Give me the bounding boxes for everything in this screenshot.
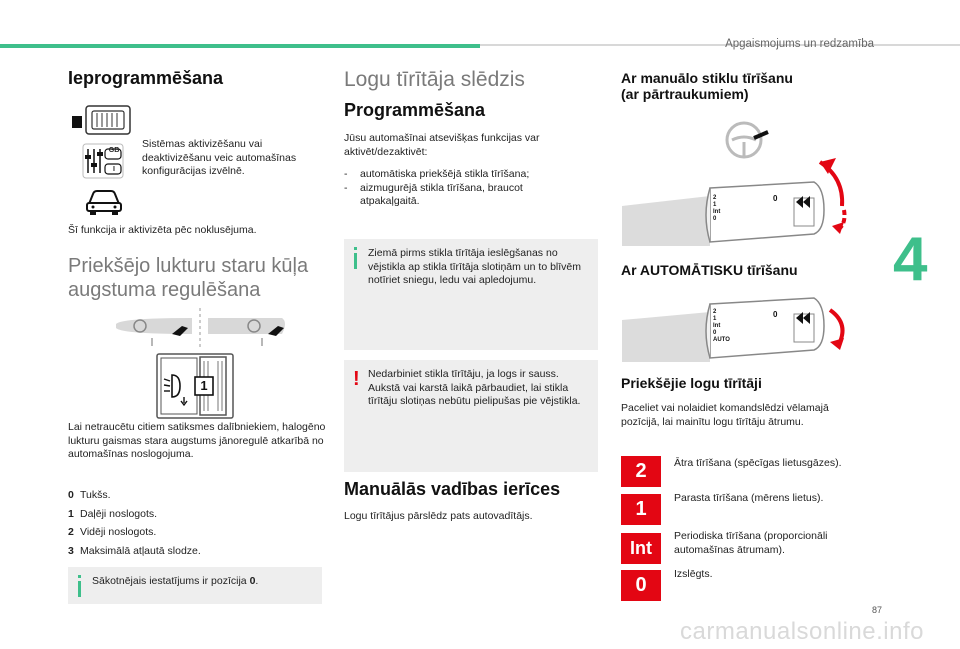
- headlamp-heading-line1: Priekšējo lukturu staru kūļa: [68, 255, 309, 277]
- manual-interval-heading-line1: Ar manuālo stiklu tīrīšanu: [621, 70, 793, 86]
- manual-controls-heading: Manuālās vadības ierīces: [344, 479, 561, 499]
- level-item: [68, 489, 330, 503]
- stalk-mark: Int: [713, 209, 721, 215]
- stalk-mark: AUTO: [713, 337, 730, 343]
- info-dot-icon: [78, 575, 81, 578]
- dry-glass-warning-text: Nedarbiniet stikla tīrītāju, ja logs ir sauss. Aukstā vai karstā laikā pārbaudiet, lai stikla tīrītāju slotiņas nebūtu pielipušas pie vējstikla.: [368, 368, 581, 407]
- level-number: 3: [68, 544, 74, 557]
- speed-badge-fast: 2: [621, 456, 661, 487]
- auto-stalk-speed-marks: [713, 309, 730, 344]
- level-number: 2: [68, 526, 74, 538]
- headlamp-dial-label: 1: [200, 378, 208, 393]
- programming-subheading: Programmēšana: [344, 100, 486, 120]
- manual-stalk-speed-marks: [713, 195, 720, 223]
- level-number: 1: [68, 507, 74, 520]
- headlamp-beam-illustration: [112, 308, 292, 350]
- speed-off-text: Izslēgts.: [674, 568, 713, 580]
- level-item: [68, 508, 330, 522]
- car-icon: [84, 186, 124, 216]
- list-text: aizmugurējā stikla tīrīšana, braucot atpakaļgaitā.: [360, 181, 523, 207]
- initial-setting-note: [68, 567, 322, 604]
- manual-interval-heading: [621, 70, 793, 102]
- i-label: I: [113, 166, 115, 173]
- level-text: Vidēji noslogots.: [80, 526, 157, 538]
- stalk-mark: 2: [713, 309, 717, 315]
- list-dash: -: [344, 168, 348, 180]
- watermark: carmanualsonline.info: [680, 618, 924, 645]
- winter-note-text: Ziemā pirms stikla tīrītāja ieslēgšanas no vējstikla ap stikla tīrītāja slotiņām un to blīvēm notīriet sniegu, ledu vai apledojumu.: [368, 247, 582, 286]
- stalk-mark: 0: [713, 216, 717, 222]
- initial-note-value: 0: [249, 575, 256, 587]
- level-item: [68, 526, 330, 540]
- stalk-mark: 1: [713, 202, 717, 208]
- info-bar-icon: [354, 253, 357, 269]
- stalk-mark: Int: [713, 323, 721, 329]
- wiper-switch-heading: Logu tīrītāja slēdzis: [344, 68, 525, 91]
- manual-controls-text: Logu tīrītājus pārslēdz pats autovadītājs.: [344, 510, 533, 522]
- header-accent-bar: [0, 44, 480, 48]
- default-enabled-text: Šī funkcija ir aktivizēta pēc noklusējuma.: [68, 224, 257, 236]
- system-activation-text: Sistēmas aktivizēšanu vai deaktivizēšanu veic automašīnas konfigurācijas izvēlnē.: [142, 138, 297, 177]
- headlamp-adjust-text: Lai netraucētu citiem satiksmes dalībniekiem, halogēno lukturu gaismas stara augstums jānoregulē atkarībā no automašīnas noslogojuma.: [68, 421, 326, 460]
- speed-badge-normal: 1: [621, 494, 661, 525]
- headlamp-heading-line2: augstuma regulēšana: [68, 279, 261, 301]
- wiper-feature-list: [344, 168, 584, 209]
- gb-label: GB: [108, 147, 120, 154]
- speed-badge-intermittent: Int: [621, 533, 661, 564]
- speed-badge-off: 0: [621, 570, 661, 601]
- warning-icon: !: [353, 368, 360, 390]
- speed-fast-text: Ātra tīrīšana (spēcīgas lietusgāzes).: [674, 457, 842, 469]
- info-dot-icon: [354, 247, 357, 250]
- front-wipers-heading: Priekšējie logu tīrītāji: [621, 375, 762, 391]
- manual-interval-heading-line2: (ar pārtraukumiem): [621, 86, 749, 102]
- menu-button-icon: [70, 104, 134, 136]
- wiper-stalk-auto-illustration: [618, 290, 860, 368]
- level-number: 0: [68, 489, 74, 501]
- front-wipers-text: Paceliet vai nolaidiet komandslēdzi vēlamajā pozīcijā, lai mainītu logu tīrītāju ātrumu.: [621, 402, 829, 428]
- initial-note-prefix: Sākotnējais iestatījums ir pozīcija: [92, 575, 250, 587]
- stalk-mark: 0: [713, 330, 717, 336]
- auto-stalk-zero: 0: [773, 310, 778, 319]
- list-item: [344, 182, 584, 209]
- load-levels-list: [68, 489, 330, 563]
- speed-intermittent-text: Periodiska tīrīšana (proporcionāli automašīnas ātrumam).: [674, 530, 828, 556]
- page-number: 87: [872, 605, 883, 615]
- wiper-intro-text: Jūsu automašīnai atsevišķas funkcijas var aktivēt/dezaktivēt:: [344, 132, 540, 158]
- chapter-number: 4: [893, 225, 928, 294]
- programming-heading: Ieprogrammēšana: [68, 68, 224, 88]
- winter-note: [344, 239, 598, 350]
- level-text: Tukšs.: [80, 489, 111, 501]
- automatic-wiping-heading: Ar AUTOMĀTISKU tīrīšanu: [621, 262, 798, 278]
- list-item: [344, 168, 584, 182]
- initial-setting-text: [92, 575, 258, 589]
- level-text: Maksimālā atļautā slodze.: [80, 544, 201, 557]
- manual-stalk-zero: 0: [773, 194, 778, 203]
- header-rule: [480, 44, 960, 46]
- stalk-mark: 2: [713, 195, 717, 201]
- list-dash: -: [344, 181, 348, 194]
- level-item: [68, 545, 330, 559]
- list-text: automātiska priekšējā stikla tīrīšana;: [360, 168, 530, 180]
- wiper-stalk-manual-illustration: [618, 118, 860, 250]
- dry-glass-warning: [344, 360, 598, 472]
- stalk-mark: 1: [713, 316, 717, 322]
- initial-note-suffix: .: [255, 575, 259, 587]
- speed-normal-text: Parasta tīrīšana (mērens lietus).: [674, 492, 824, 504]
- level-text: Daļēji noslogots.: [80, 507, 158, 520]
- headlamp-levelling-heading: [68, 254, 308, 302]
- info-bar-icon: [78, 581, 81, 597]
- chapter-title: Apgaismojums un redzamība: [725, 38, 874, 50]
